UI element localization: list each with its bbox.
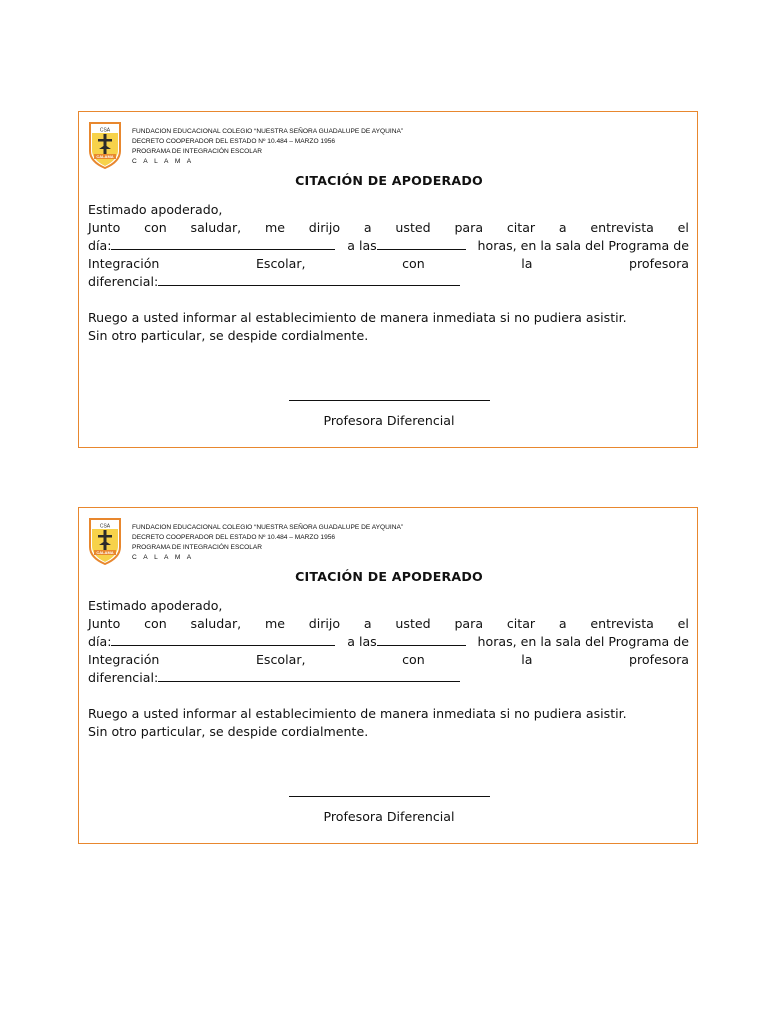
body-word: Junto — [88, 220, 121, 235]
logo-top-text: CSA — [99, 523, 111, 530]
body-word: con — [144, 616, 167, 631]
body-word: Junto — [88, 616, 121, 631]
body-word: entrevista — [590, 616, 654, 631]
logo-bottom-text: CALAMA — [96, 154, 114, 160]
body-word: usted — [395, 616, 431, 631]
day-label: día: — [88, 634, 112, 649]
document-title: CITACIÓN DE APODERADO — [295, 569, 483, 584]
body-line-3 — [88, 255, 689, 273]
body-word: saludar, — [190, 616, 242, 631]
body-line-2 — [88, 237, 689, 255]
body-word: profesora — [629, 256, 689, 271]
hours-field — [347, 237, 466, 255]
school-decree: DECRETO COOPERADOR DEL ESTADO Nº 10.484 – MARZO 1956 — [132, 138, 336, 145]
teacher-blank[interactable] — [158, 669, 460, 682]
body-word: a — [363, 220, 372, 235]
body-word: la — [521, 652, 533, 667]
body-word: usted — [395, 220, 431, 235]
body-word: el — [677, 220, 689, 235]
body-word: con — [402, 256, 425, 271]
request-text: Ruego a usted informar al establecimiento de manera inmediata si no pudiera asistir. — [88, 310, 627, 325]
day-field — [88, 633, 335, 651]
closing-text: Sin otro particular, se despide cordialmente. — [88, 724, 369, 739]
body-word: para — [454, 220, 484, 235]
day-blank[interactable] — [111, 237, 335, 250]
body-word: entrevista — [590, 220, 654, 235]
school-crest-logo — [87, 517, 123, 565]
body-word: citar — [506, 616, 536, 631]
citation-body — [88, 597, 689, 741]
teacher-label: diferencial: — [88, 274, 159, 289]
citation-body — [88, 201, 689, 345]
request-text: Ruego a usted informar al establecimiento de manera inmediata si no pudiera asistir. — [88, 706, 627, 721]
body-word: dirijo — [308, 220, 341, 235]
body-word: Integración — [88, 652, 160, 667]
hours-prefix: a las — [347, 634, 377, 649]
body-word: me — [264, 616, 285, 631]
school-city: C A L A M A — [132, 158, 194, 165]
hours-suffix: horas, en la sala del Programa de — [477, 238, 689, 253]
body-word: con — [402, 652, 425, 667]
body-word: Integración — [88, 256, 160, 271]
citation-card-1 — [78, 111, 698, 448]
body-word: profesora — [629, 652, 689, 667]
body-word: el — [677, 616, 689, 631]
school-header — [132, 127, 403, 167]
teacher-label: diferencial: — [88, 670, 159, 685]
body-word: a — [558, 220, 567, 235]
body-word: la — [521, 256, 533, 271]
document-title: CITACIÓN DE APODERADO — [295, 173, 483, 188]
day-label: día: — [88, 238, 112, 253]
hours-prefix: a las — [347, 238, 377, 253]
teacher-field — [88, 669, 689, 687]
greeting: Estimado apoderado, — [88, 598, 223, 613]
hours-blank[interactable] — [377, 633, 466, 646]
logo-top-text: CSA — [99, 127, 111, 134]
hours-field — [347, 633, 466, 651]
body-word: me — [264, 220, 285, 235]
day-blank[interactable] — [111, 633, 335, 646]
school-foundation-name: FUNDACION EDUCACIONAL COLEGIO “NUESTRA SEÑORA GUADALUPE DE AYQUINA” — [132, 524, 404, 531]
body-word: Escolar, — [255, 256, 306, 271]
school-city: C A L A M A — [132, 554, 194, 561]
body-word: saludar, — [190, 220, 242, 235]
school-program: PROGRAMA DE INTEGRACIÓN ESCOLAR — [132, 148, 263, 155]
body-line-3 — [88, 651, 689, 669]
body-word: a — [558, 616, 567, 631]
day-field — [88, 237, 335, 255]
body-line-1 — [88, 219, 689, 237]
hours-blank[interactable] — [377, 237, 466, 250]
logo-bottom-text: CALAMA — [96, 550, 114, 556]
body-word: para — [454, 616, 484, 631]
school-foundation-name: FUNDACION EDUCACIONAL COLEGIO “NUESTRA SEÑORA GUADALUPE DE AYQUINA” — [132, 128, 404, 135]
body-line-2 — [88, 633, 689, 651]
hours-suffix: horas, en la sala del Programa de — [477, 634, 689, 649]
body-line-1 — [88, 615, 689, 633]
teacher-field — [88, 273, 689, 291]
body-word: citar — [506, 220, 536, 235]
signature-caption: Profesora Diferencial — [323, 809, 455, 824]
school-decree: DECRETO COOPERADOR DEL ESTADO Nº 10.484 – MARZO 1956 — [132, 534, 336, 541]
signature-line[interactable] — [289, 400, 490, 401]
body-word: Escolar, — [255, 652, 306, 667]
school-header — [132, 523, 403, 563]
school-program: PROGRAMA DE INTEGRACIÓN ESCOLAR — [132, 544, 263, 551]
teacher-blank[interactable] — [158, 273, 460, 286]
body-word: con — [144, 220, 167, 235]
closing-text: Sin otro particular, se despide cordialmente. — [88, 328, 369, 343]
signature-line[interactable] — [289, 796, 490, 797]
school-crest-logo — [87, 121, 123, 169]
signature-caption: Profesora Diferencial — [323, 413, 455, 428]
body-word: dirijo — [308, 616, 341, 631]
greeting: Estimado apoderado, — [88, 202, 223, 217]
body-word: a — [363, 616, 372, 631]
citation-card-2 — [78, 507, 698, 844]
